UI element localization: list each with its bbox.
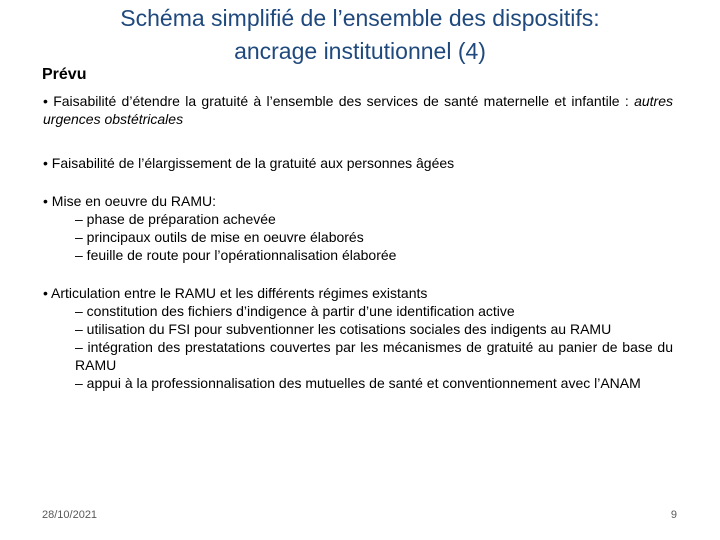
sub-item: – constitution des fichiers d’indigence à partir d’une identification active xyxy=(75,303,515,319)
bullet-item-1 xyxy=(43,92,673,128)
bullet-item-4 xyxy=(43,284,673,302)
bullet-item-2 xyxy=(43,154,673,172)
bullet-text-italic: autres urgences obstétricales xyxy=(43,93,674,127)
section-label: Prévu xyxy=(42,66,87,83)
sub-item: – appui à la professionnalisation des mutuelles de santé et conventionnement avec l’ANAM xyxy=(75,375,641,391)
sub-item: – phase de préparation achevée xyxy=(75,211,276,227)
page-number: 9 xyxy=(670,509,677,521)
bullet-marker: • xyxy=(43,193,52,209)
sub-item: – intégration des prestatations couvertes par les mécanismes de gratuité au panier de base du RAMU xyxy=(75,339,673,373)
bullet-list xyxy=(43,92,673,392)
bullet-item-3 xyxy=(43,192,673,210)
slide-title-line-2: ancrage institutionnel (4) xyxy=(234,38,486,64)
sub-item: – feuille de route pour l’opérationnalisation élaborée xyxy=(75,247,397,263)
sub-item: – principaux outils de mise en oeuvre élaborés xyxy=(75,229,364,245)
bullet-text: Articulation entre le RAMU et les différents régimes existants xyxy=(51,285,428,301)
bullet-marker: • xyxy=(43,93,54,109)
bullet-marker: • xyxy=(43,155,52,171)
bullet-text: Faisabilité d’étendre la gratuité à l’ensemble des services de santé maternelle et infantile : xyxy=(53,93,629,109)
bullet-text: Mise en oeuvre du RAMU: xyxy=(51,193,216,209)
sub-item: – utilisation du FSI pour subventionner les cotisations sociales des indigents au RAMU xyxy=(75,321,612,337)
footer-date: 28/10/2021 xyxy=(42,509,98,521)
slide-title xyxy=(60,2,660,68)
bullet-text: Faisabilité de l’élargissement de la gratuité aux personnes âgées xyxy=(51,155,455,171)
slide-title-line-1: Schéma simplifié de l’ensemble des dispositifs: xyxy=(120,5,600,31)
bullet-marker: • xyxy=(43,285,52,301)
